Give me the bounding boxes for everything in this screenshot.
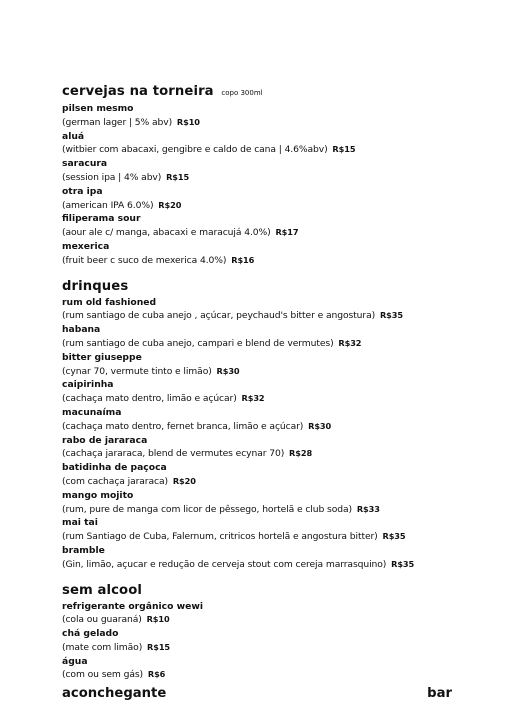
item-description xyxy=(62,199,502,213)
item-desc-text: (aour ale c/ manga, abacaxi e maracujá 4.0%) xyxy=(62,227,271,239)
item-name: bitter giuseppe xyxy=(62,351,142,363)
item-price: R$35 xyxy=(382,531,406,542)
item-desc-text: (session ipa | 4% abv) xyxy=(62,171,162,183)
item-desc-text: (cachaça mato dentro, limão e açúcar) xyxy=(62,393,237,405)
item-price: R$15 xyxy=(147,641,171,652)
menu-item xyxy=(62,352,502,379)
section-title xyxy=(62,583,502,599)
section-title xyxy=(62,84,502,101)
section-title xyxy=(62,279,502,295)
item-description xyxy=(62,475,502,489)
item-name: saracura xyxy=(62,158,108,170)
item-price: R$30 xyxy=(308,420,332,431)
item-desc-text: (rum santiago de cuba anejo , açúcar, peychaud's bitter e angostura) xyxy=(62,310,376,322)
item-price: R$6 xyxy=(147,669,166,680)
item-desc-text: (com ou sem gás) xyxy=(62,669,144,681)
item-description xyxy=(62,226,502,240)
menu-item xyxy=(62,131,502,158)
menu-item xyxy=(62,103,502,130)
item-name: água xyxy=(62,655,88,667)
item-name: batidinha de paçoca xyxy=(62,462,167,474)
footer-left: aconchegante xyxy=(62,686,167,701)
item-description xyxy=(62,447,502,461)
item-desc-text: (american IPA 6.0%) xyxy=(62,199,154,211)
item-desc-text: (com cachaça jararaca) xyxy=(62,475,168,487)
item-desc-text: (rum santiago de cuba anejo, campari e blend de vermutes) xyxy=(62,337,334,349)
item-price: R$10 xyxy=(146,614,170,625)
item-name: macunaíma xyxy=(62,406,122,418)
menu-item xyxy=(62,601,502,628)
item-description xyxy=(62,143,502,157)
menu xyxy=(62,84,502,693)
item-name: rum old fashioned xyxy=(62,296,157,308)
menu-item xyxy=(62,517,502,544)
item-price: R$15 xyxy=(332,144,356,155)
item-description xyxy=(62,392,502,406)
menu-item xyxy=(62,545,502,572)
section-title-text: drinques xyxy=(62,278,129,294)
footer xyxy=(62,686,452,702)
item-description xyxy=(62,530,502,544)
menu-item xyxy=(62,158,502,185)
item-price: R$28 xyxy=(289,448,313,459)
item-desc-text: (mate com limão) xyxy=(62,641,143,653)
item-name: aluá xyxy=(62,130,85,142)
item-desc-text: (witbier com abacaxi, gengibre e caldo de cana | 4.6%abv) xyxy=(62,144,328,156)
item-desc-text: (cachaça mato dentro, fernet branca, limão e açúcar) xyxy=(62,420,304,432)
item-description xyxy=(62,558,502,572)
item-name: chá gelado xyxy=(62,628,119,640)
item-description xyxy=(62,613,502,627)
menu-item xyxy=(62,241,502,268)
menu-item xyxy=(62,462,502,489)
menu-item xyxy=(62,297,502,324)
item-description xyxy=(62,254,502,268)
item-description xyxy=(62,668,502,682)
menu-section xyxy=(62,279,502,572)
item-description xyxy=(62,171,502,185)
section-note: copo 300ml xyxy=(221,89,263,97)
item-desc-text: (cachaça jararaca, blend de vermutes ecynar 70) xyxy=(62,448,285,460)
item-desc-text: (rum, pure de manga com licor de pêssego, hortelã e club soda) xyxy=(62,503,352,515)
item-price: R$20 xyxy=(158,199,182,210)
item-description xyxy=(62,116,502,130)
item-name: refrigerante orgânico wewi xyxy=(62,600,203,612)
item-name: otra ipa xyxy=(62,185,103,197)
item-price: R$32 xyxy=(338,337,362,348)
menu-item xyxy=(62,324,502,351)
item-name: mai tai xyxy=(62,517,98,529)
menu-item xyxy=(62,213,502,240)
item-name: bramble xyxy=(62,544,105,556)
item-price: R$30 xyxy=(216,365,240,376)
item-desc-text: (german lager | 5% abv) xyxy=(62,116,173,128)
footer-right: bar xyxy=(427,686,452,701)
item-price: R$35 xyxy=(391,558,415,569)
menu-item xyxy=(62,407,502,434)
item-desc-text: (Gin, limão, açucar e redução de cerveja stout com cereja marrasquino) xyxy=(62,558,387,570)
item-price: R$15 xyxy=(166,171,190,182)
item-name: caipirinha xyxy=(62,379,114,391)
menu-item xyxy=(62,379,502,406)
item-desc-text: (fruit beer c suco de mexerica 4.0%) xyxy=(62,254,227,266)
item-price: R$17 xyxy=(275,227,299,238)
menu-item xyxy=(62,490,502,517)
item-name: habana xyxy=(62,324,101,336)
item-description xyxy=(62,641,502,655)
item-description xyxy=(62,420,502,434)
item-name: rabo de jararaca xyxy=(62,434,148,446)
item-desc-text: (cola ou guaraná) xyxy=(62,614,142,626)
item-name: mexerica xyxy=(62,240,110,252)
item-price: R$35 xyxy=(379,310,403,321)
section-title-text: sem alcool xyxy=(62,582,143,598)
menu-section xyxy=(62,583,502,683)
item-name: filiperama sour xyxy=(62,213,141,225)
item-desc-text: (cynar 70, vermute tinto e limão) xyxy=(62,365,212,377)
item-description xyxy=(62,365,502,379)
menu-item xyxy=(62,435,502,462)
item-price: R$10 xyxy=(176,116,200,127)
menu-item xyxy=(62,186,502,213)
item-name: pilsen mesmo xyxy=(62,103,134,114)
menu-item xyxy=(62,628,502,655)
item-name: mango mojito xyxy=(62,489,134,501)
item-price: R$20 xyxy=(172,475,196,486)
menu-item xyxy=(62,656,502,683)
menu-section xyxy=(62,84,502,268)
item-description xyxy=(62,503,502,517)
item-description xyxy=(62,309,502,323)
item-desc-text: (rum Santiago de Cuba, Falernum, critricos hortelã e angostura bitter) xyxy=(62,531,378,543)
item-price: R$16 xyxy=(231,254,255,265)
item-price: R$33 xyxy=(356,503,380,514)
item-price: R$32 xyxy=(241,393,265,404)
section-title-text: cervejas na torneira xyxy=(62,84,214,99)
item-description xyxy=(62,337,502,351)
